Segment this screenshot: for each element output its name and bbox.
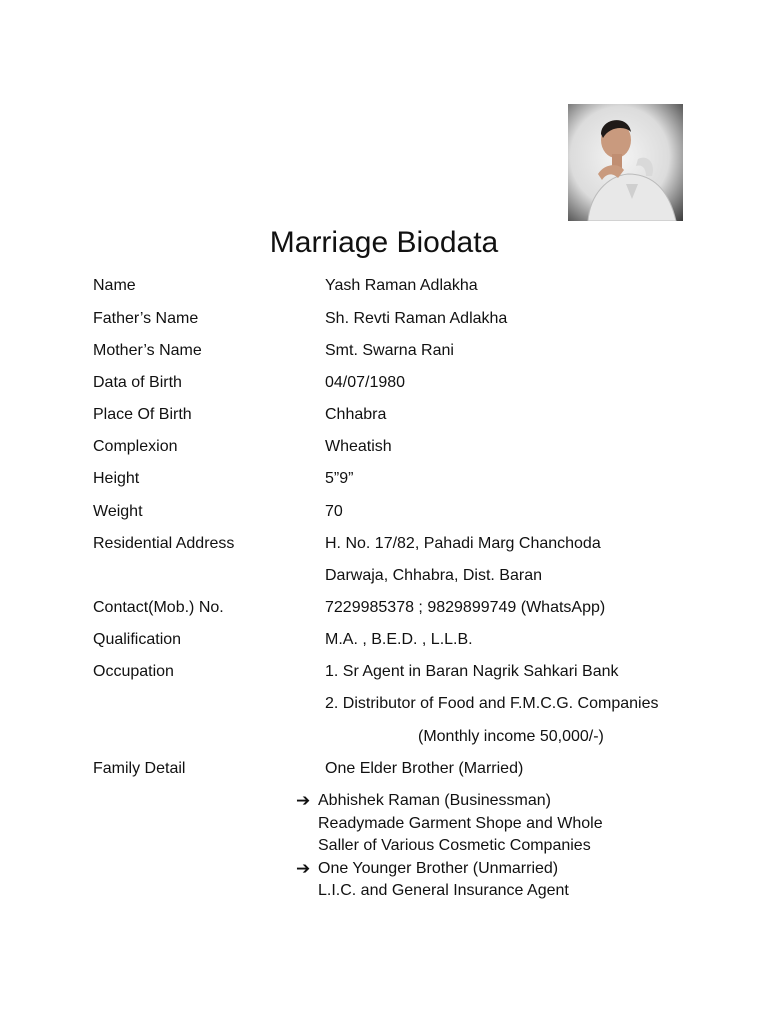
- value-date-of-birth: 04/07/1980: [325, 374, 406, 391]
- label-residential-address: Residential Address: [93, 535, 235, 552]
- person-silhouette-icon: [568, 104, 683, 221]
- bullet-text: One Younger Brother (Unmarried): [318, 859, 559, 877]
- value-weight: 70: [325, 503, 343, 520]
- label-height: Height: [93, 470, 140, 487]
- value-family-detail: One Elder Brother (Married): [325, 760, 524, 777]
- label-weight: Weight: [93, 503, 143, 520]
- label-complexion: Complexion: [93, 438, 178, 455]
- value-qualification: M.A. , B.E.D. , L.L.B.: [325, 631, 473, 648]
- family-bullet-list: [296, 790, 603, 903]
- label-family-detail: Family Detail: [93, 760, 186, 777]
- label-date-of-birth: Data of Birth: [93, 374, 182, 391]
- label-fathers-name: Father’s Name: [93, 310, 199, 327]
- value-height: 5”9”: [325, 470, 354, 487]
- value-complexion: Wheatish: [325, 438, 392, 455]
- value-occupation-line1: 1. Sr Agent in Baran Nagrik Sahkari Bank: [325, 663, 619, 680]
- bullet-continuation: Saller of Various Cosmetic Companies: [318, 837, 591, 854]
- label-qualification: Qualification: [93, 631, 182, 648]
- list-item: [296, 858, 603, 881]
- value-mothers-name: Smt. Swarna Rani: [325, 342, 454, 359]
- value-place-of-birth: Chhabra: [325, 406, 387, 423]
- value-contact: 7229985378 ; 9829899749 (WhatsApp): [325, 599, 606, 616]
- value-fathers-name: Sh. Revti Raman Adlakha: [325, 310, 508, 327]
- document-title: Marriage Biodata: [269, 226, 499, 259]
- value-occupation-line2: 2. Distributor of Food and F.M.C.G. Companies: [325, 695, 659, 712]
- label-mothers-name: Mother’s Name: [93, 342, 202, 359]
- label-place-of-birth: Place Of Birth: [93, 406, 192, 423]
- value-residential-address-line2: Darwaja, Chhabra, Dist. Baran: [325, 567, 542, 584]
- right-arrow-icon: ➔: [296, 791, 311, 810]
- right-arrow-icon: ➔: [296, 858, 311, 878]
- list-item: [296, 790, 603, 813]
- value-monthly-income: (Monthly income 50,000/-): [418, 728, 604, 745]
- bullet-continuation: Readymade Garment Shope and Whole: [318, 814, 603, 832]
- label-contact: Contact(Mob.) No.: [93, 599, 224, 616]
- portrait-photo: [568, 104, 683, 221]
- value-name: Yash Raman Adlakha: [325, 277, 478, 294]
- label-occupation: Occupation: [93, 663, 174, 680]
- bullet-text: Abhishek Raman (Businessman): [318, 792, 551, 809]
- value-residential-address-line1: H. No. 17/82, Pahadi Marg Chanchoda: [325, 535, 601, 552]
- label-name: Name: [93, 277, 136, 294]
- bullet-continuation: L.I.C. and General Insurance Agent: [318, 882, 569, 899]
